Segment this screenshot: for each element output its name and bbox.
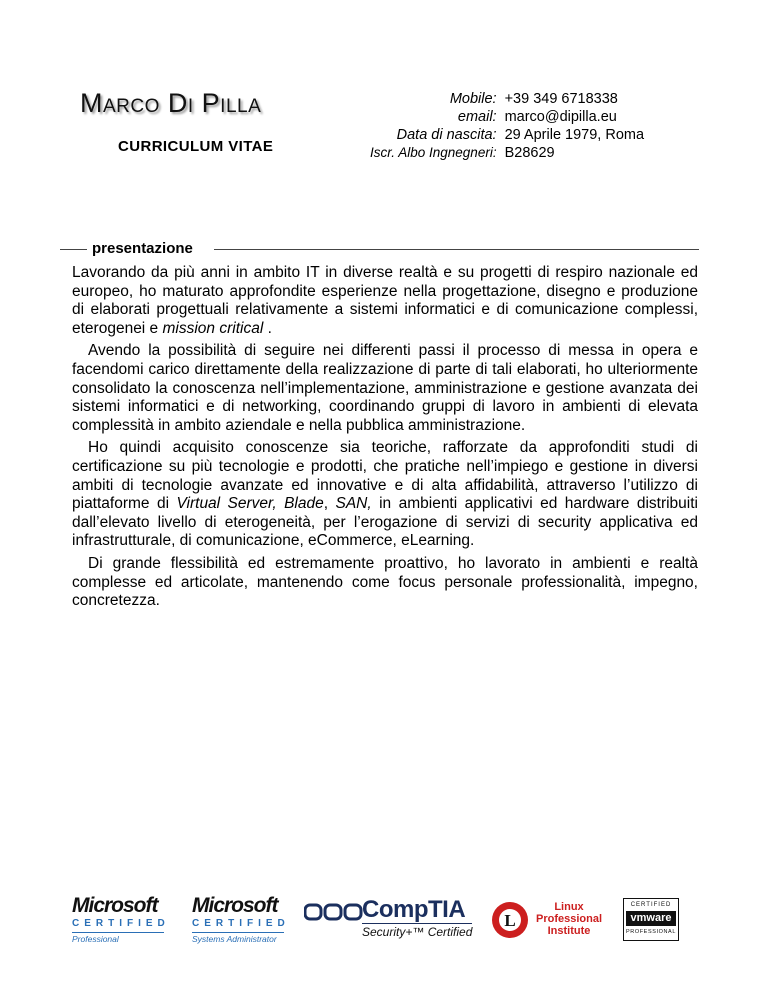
paragraph-2	[72, 342, 698, 435]
paragraph-emphasis: SAN,	[335, 495, 372, 513]
certified-label: CERTIFIED	[630, 902, 672, 908]
contact-label-email: email:	[457, 109, 497, 125]
paragraph-text: ,	[323, 495, 336, 513]
lpi-wordmark	[534, 901, 604, 937]
lpi-logo	[490, 900, 610, 944]
paragraph-text: in ambienti applicativi ed hardware distribuiti dall’elevato livello di eterogeneità, per l’erogazione di servizi di security applicativa ed infrastrutturale, di comunicazione, eCommerce, eLearning.	[72, 495, 698, 550]
vmware-wordmark: vmware	[626, 911, 676, 926]
contact-label-birth: Data di nascita:	[396, 127, 497, 143]
lpi-line: Professional	[535, 913, 603, 925]
comptia-wordmark: CompTIA	[362, 896, 466, 923]
comptia-chain-icon	[304, 900, 364, 924]
microsoft-certified-sysadmin-logo	[192, 894, 292, 944]
lpi-line: Linux	[554, 901, 584, 913]
contact-value-birth: 29 Aprile 1979, Roma	[504, 127, 645, 143]
paragraph-text: Avendo la possibilità di seguire nei differenti passi il processo di messa in opera e facendomi carico direttamente della realizzazione di parte di tali elaborati, ho ulteriormente consolidato la conoscenza nell’implementazione, amministrazione e gestione avanzata dei sistemi informatici e di networking, coordinando gruppi di lavoro in ambienti di elevata complessità in ambito aziendale e nella pubblica amministrazione.	[72, 342, 698, 434]
paragraph-4	[72, 555, 698, 611]
microsoft-wordmark: Microsoft	[72, 894, 158, 917]
paragraph-3	[72, 439, 698, 551]
section-rule-right	[214, 249, 699, 250]
vmware-certified-logo	[623, 898, 679, 941]
certified-label: CERTIFIED	[72, 918, 170, 929]
paragraph-text: Lavorando da più anni in ambito IT in diverse realtà e su progetti di respiro nazionale ed europeo, ho maturato approfondite esperienze nella progettazione, disegno e produzione di elaborati progettuali relativamente a sistemi informatici e di comunicazione complessi, eterogenei e	[72, 264, 698, 337]
certification-title: Systems Administrator	[192, 932, 284, 944]
contact-value-email: marco@dipilla.eu	[504, 109, 617, 125]
svg-text:L: L	[504, 911, 516, 930]
section-title: presentazione	[92, 240, 193, 257]
presentation-body	[72, 264, 698, 615]
comptia-security-logo	[304, 896, 474, 940]
contact-label-mobile: Mobile:	[449, 91, 497, 107]
paragraph-1	[72, 264, 698, 338]
lpi-line: Institute	[547, 925, 591, 937]
contact-label-register: Iscr. Albo Ingnegneri:	[370, 145, 497, 160]
section-rule-left	[60, 249, 87, 250]
certification-title: Professional	[72, 932, 164, 944]
contact-value-register: B28629	[504, 145, 555, 161]
certification-title: PROFESSIONAL	[626, 929, 676, 935]
microsoft-certified-professional-logo	[72, 894, 172, 944]
paragraph-text: .	[263, 319, 272, 337]
contact-value-mobile: +39 349 6718338	[504, 91, 618, 107]
paragraph-text: Ho quindi acquisito conoscenze sia teoriche, rafforzate da approfonditi studi di certificazione su più tecnologie e prodotti, che pratiche nell’impiego e gestione in diversi ambiti di tecnologie avanzate ed innovative e di alta affidabilità, attraverso l’utilizzo di piattaforme di	[72, 439, 698, 513]
certified-label: CERTIFIED	[192, 918, 290, 929]
microsoft-wordmark: Microsoft	[192, 894, 278, 917]
cv-name: Marco Di Pilla	[80, 88, 262, 118]
cv-subtitle: CURRICULUM VITAE	[118, 138, 274, 155]
paragraph-text: Di grande flessibilità ed estremamente proattivo, ho lavorato in ambienti e realtà complesse ed articolate, mantenendo come focus personale professionalità, impegno, concretezza.	[72, 554, 698, 610]
paragraph-emphasis: Virtual Server, Blade	[176, 495, 324, 513]
paragraph-emphasis: mission critical	[162, 319, 264, 337]
certification-title: Security+™ Certified	[362, 925, 473, 939]
lpi-emblem-icon	[490, 900, 530, 940]
contact-table	[370, 90, 644, 162]
